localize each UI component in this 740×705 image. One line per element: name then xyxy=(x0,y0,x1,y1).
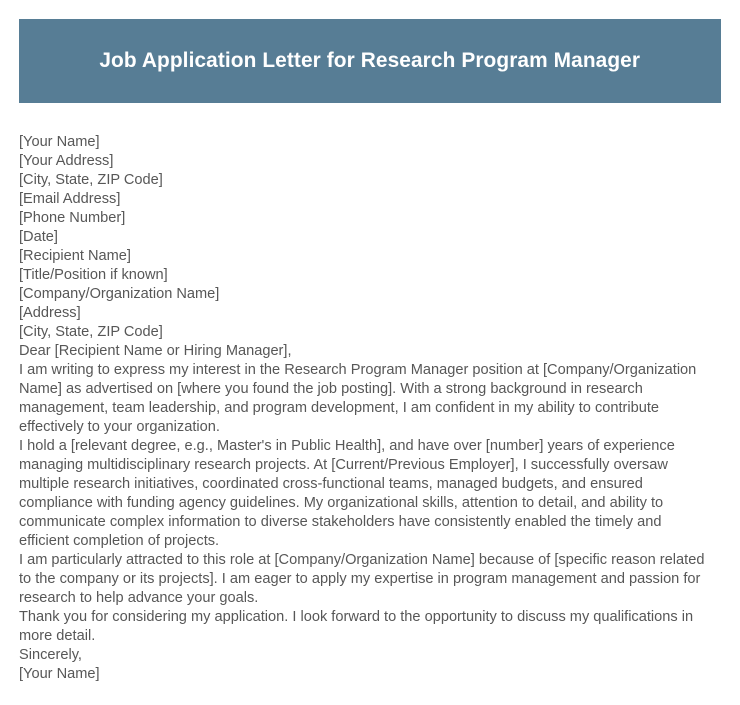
salutation: Dear [Recipient Name or Hiring Manager], xyxy=(19,343,292,359)
sender-line-phone: [Phone Number] xyxy=(19,210,126,226)
page-title: Job Application Letter for Research Program Manager xyxy=(99,48,641,73)
signature-name: [Your Name] xyxy=(19,666,100,682)
sender-line-email: [Email Address] xyxy=(19,191,121,207)
recipient-line-title: [Title/Position if known] xyxy=(19,267,168,283)
sender-line-name: [Your Name] xyxy=(19,134,100,150)
letter-paragraph-3: I am particularly attracted to this role at [Company/Organization Name] because of [specific reason related to the company or its projects]. I am eager to apply my expertise in program management and passion for research to help advance your goals. xyxy=(19,552,705,606)
sender-line-address: [Your Address] xyxy=(19,153,114,169)
recipient-address-block xyxy=(19,247,709,342)
sender-line-city: [City, State, ZIP Code] xyxy=(19,172,163,188)
closing-salutation: Sincerely, xyxy=(19,647,82,663)
recipient-line-city: [City, State, ZIP Code] xyxy=(19,324,163,340)
sender-address-block xyxy=(19,133,709,247)
document-header-banner xyxy=(19,19,721,103)
letter-paragraph-2: I hold a [relevant degree, e.g., Master's in Public Health], and have over [number] years of experience managing multidisciplinary research projects. At [Current/Previous Employer], I successfully oversaw multiple research initiatives, coordinated cross-functional teams, managed budgets, and ensured compliance with funding agency guidelines. My organizational skills, attention to detail, and ability to communicate complex information to diverse stakeholders have consistently enabled the timely and efficient completion of projects. xyxy=(19,438,675,549)
sender-line-date: [Date] xyxy=(19,229,58,245)
letter-body xyxy=(19,133,709,684)
recipient-line-company: [Company/Organization Name] xyxy=(19,286,220,302)
letter-paragraph-4: Thank you for considering my application. I look forward to the opportunity to discuss my qualifications in more detail. xyxy=(19,609,694,644)
letter-paragraph-1: I am writing to express my interest in the Research Program Manager position at [Company/Organization Name] as advertised on [where you found the job posting]. With a strong background in research management, team leadership, and program development, I am confident in my ability to contribute effectively to your organization. xyxy=(19,362,697,435)
recipient-line-name: [Recipient Name] xyxy=(19,248,131,264)
recipient-line-address: [Address] xyxy=(19,305,81,321)
